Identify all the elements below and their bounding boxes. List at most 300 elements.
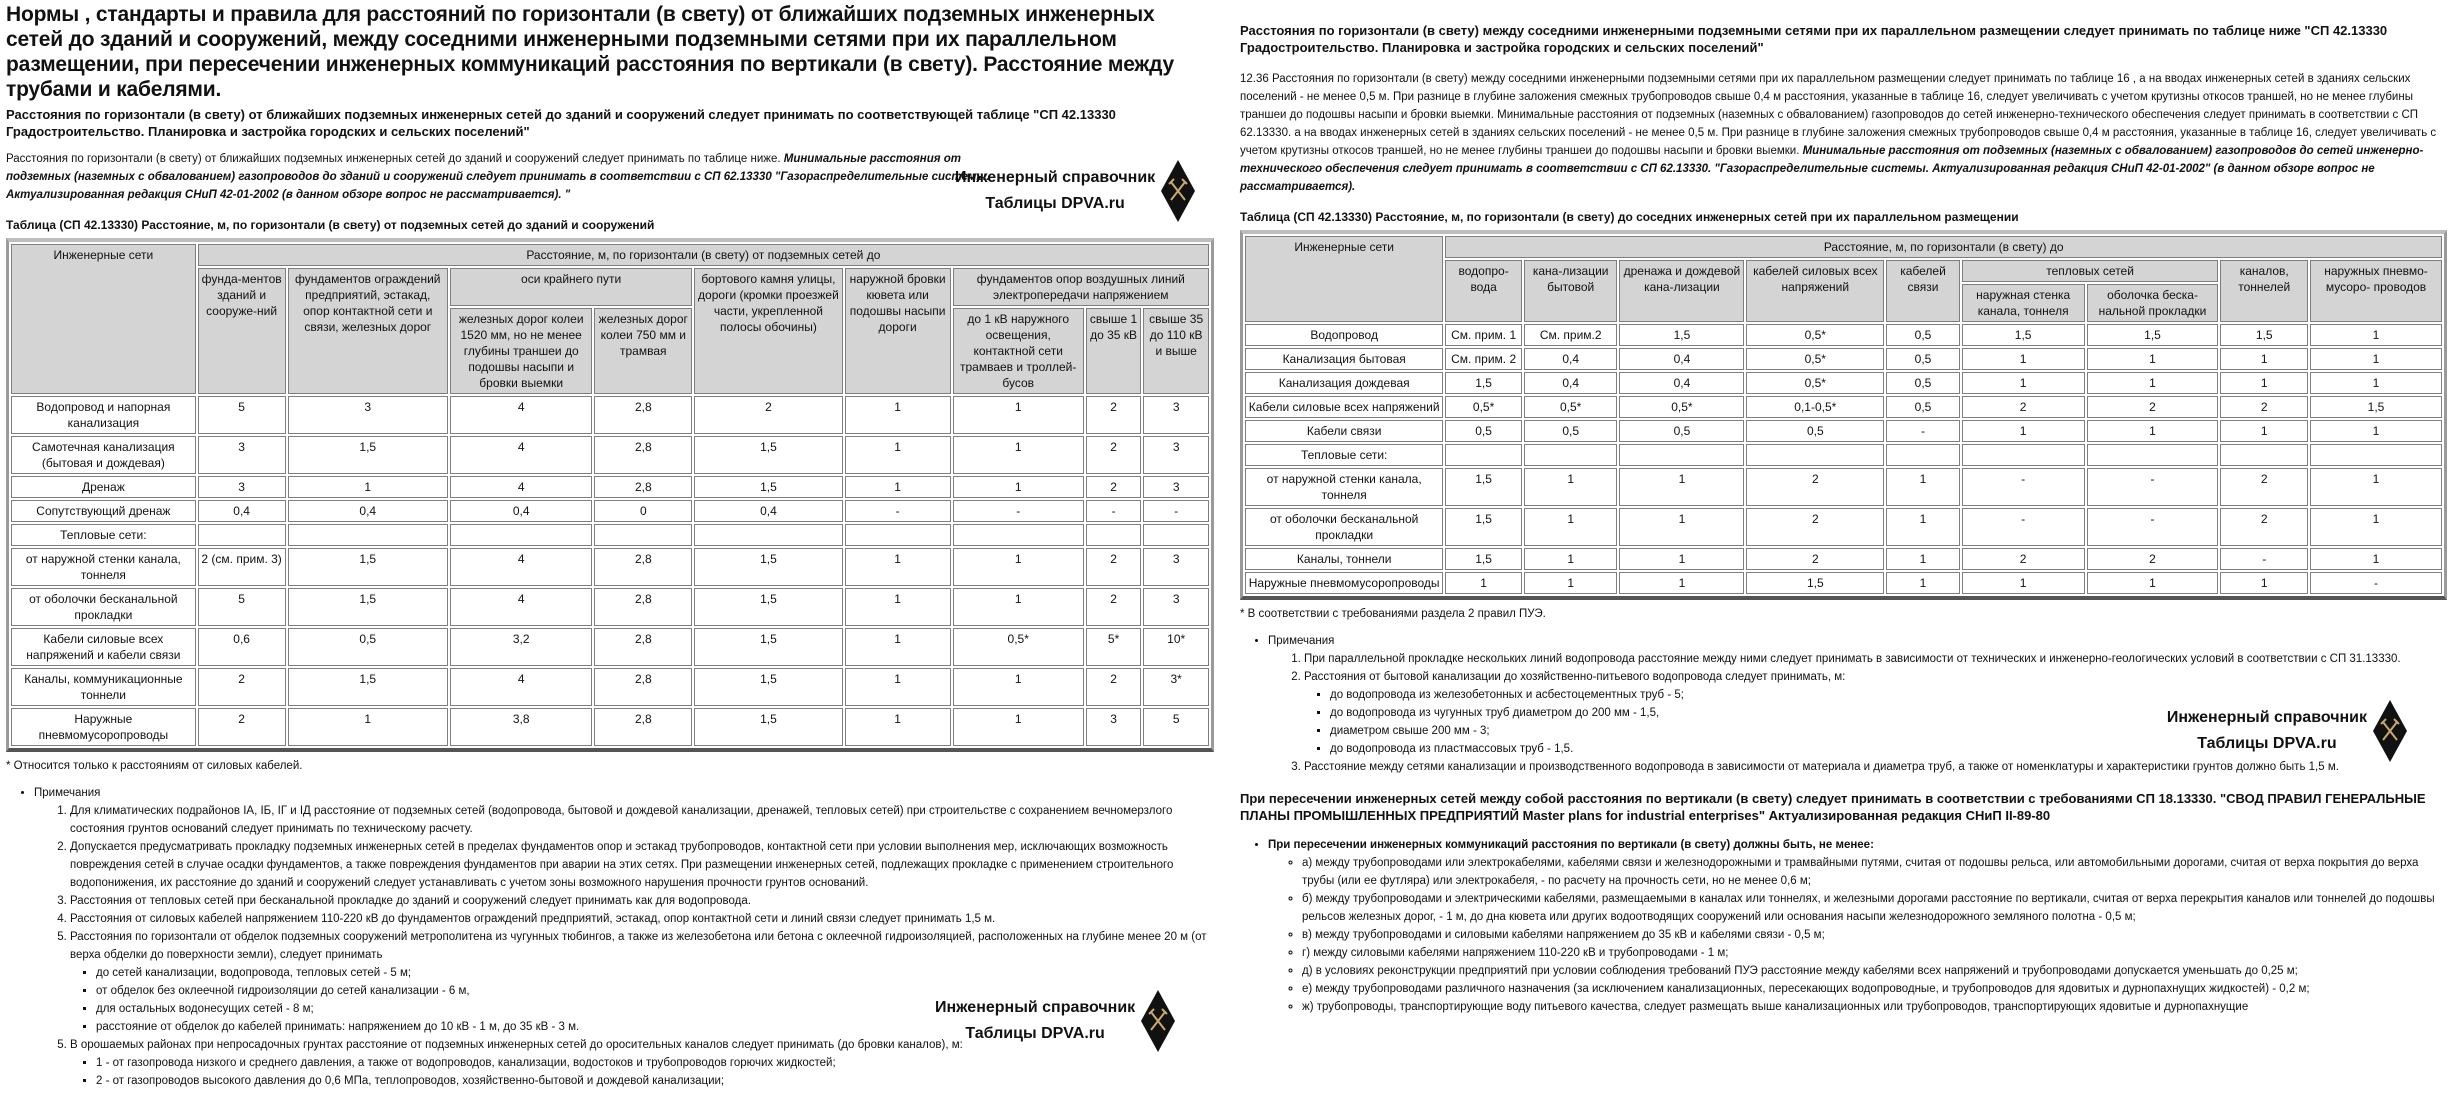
intro-italic-text: Минимальные расстояния от подземных (наземных с обвалованием) газопроводов до сетей инженерно-технического обеспечения следует принимать в соответствии с СП 62.13330. "Газораспределительные системы. Актуализированная редакция СНиП 42-01-2002" (в данном обзоре вопрос не рассматривается). bbox=[1240, 145, 2424, 193]
table-cell bbox=[1524, 444, 1618, 466]
table-cell: 2 bbox=[2220, 396, 2308, 418]
row-label: Тепловые сети: bbox=[11, 524, 196, 546]
table-cell: 1,5 bbox=[2220, 324, 2308, 346]
vertical-item: ◦ е) между трубопроводами различного назначения (за исключением канализационных, пересекающих водопроводные, и трубопроводов для ядовитых и дурнопахнущих жидкостей) - 0,2 м; bbox=[1302, 980, 2447, 998]
table-cell: См. прим. 1 bbox=[1445, 324, 1522, 346]
note-subitem: ▪ расстояние от обделок до кабелей принимать: напряжением до 10 кВ - 1 м, до 35 кВ - 3 м. bbox=[96, 1018, 1214, 1036]
table-cell: 1 bbox=[2310, 508, 2442, 546]
header-networks: Инженерные сети bbox=[11, 244, 196, 394]
table-cell: 1 bbox=[2310, 548, 2442, 570]
note-item bbox=[70, 838, 1214, 892]
table-cell: 1 bbox=[1524, 468, 1618, 506]
table-cell: 1,5 bbox=[288, 588, 448, 626]
table-cell: 1 bbox=[2220, 372, 2308, 394]
table-cell: 1,5 bbox=[694, 436, 842, 474]
table-row bbox=[1245, 444, 2442, 466]
table-cell: 2 bbox=[2220, 468, 2308, 506]
table-cell: 1,5 bbox=[694, 548, 842, 586]
logo-line1: Инженерный справочник bbox=[955, 169, 1156, 186]
table-cell: 1 bbox=[2087, 348, 2219, 370]
table-cell bbox=[450, 524, 592, 546]
note-subitem: ▪ 1 - от газопровода низкого и среднего давления, а также от водопроводов, канализации, водостоков и трубопроводов горючих жидкостей; bbox=[96, 1054, 1214, 1072]
table-cell: 1,5 bbox=[694, 668, 842, 706]
vertical-item: ◦ д) в условиях реконструкции предприятий при условии соблюдения требований ПУЭ расстояние между кабелями всех напряжений и трубопроводами допускается уменьшать до 0,25 м; bbox=[1302, 962, 2447, 980]
table-cell bbox=[1746, 444, 1884, 466]
note-text: Расстояние между сетями канализации и производственного водопровода в зависимости от материала и диаметра труб, а также от номенклатуры и характеристики грунтов должно быть 1,5 м. bbox=[1304, 761, 2339, 773]
table-cell: 2,8 bbox=[594, 548, 692, 586]
logo-line1: Инженерный справочник bbox=[2166, 709, 2367, 726]
table-cell: 4 bbox=[450, 436, 592, 474]
header-rail-1520: железных дорог колеи 1520 мм, но не менее глубины траншеи до подошвы насыпи и бровки выемки bbox=[450, 308, 592, 394]
table-cell bbox=[953, 524, 1084, 546]
table-cell: 1 bbox=[1619, 468, 1744, 506]
table-cell: 0,4 bbox=[1619, 372, 1744, 394]
table-cell bbox=[1962, 444, 2085, 466]
vertical-item: ◦ г) между силовыми кабелями напряжением 110-220 кВ и трубопроводами - 1 м; bbox=[1302, 944, 2447, 962]
header-drain: дренажа и дождевой кана-лизации bbox=[1619, 260, 1744, 322]
table-cell: 0,5* bbox=[1746, 348, 1884, 370]
note-subitem: ▪ до водопровода из чугунных труб диаметром до 200 мм - 1,5, bbox=[1330, 704, 2447, 722]
intro-paragraph bbox=[6, 150, 1006, 204]
table-cell: 3 bbox=[1143, 588, 1209, 626]
note-text: Расстояния от бытовой канализации до хозяйственно-питьевого водопровода следует принимать, м: bbox=[1304, 671, 1846, 683]
dpva-logo[interactable] bbox=[935, 990, 1175, 1052]
table-cell: 3 bbox=[1143, 436, 1209, 474]
table-cell: 1 bbox=[2310, 324, 2442, 346]
header-fences: фундаментов ограждений предприятий, эстакад, опор контактной сети и связи, железных дорог bbox=[288, 268, 448, 394]
table-cell: 1 bbox=[845, 668, 951, 706]
table-cell: 2 bbox=[1086, 588, 1142, 626]
logo-line2: Таблицы DPVA.ru bbox=[2197, 735, 2337, 752]
table-cell: 0,1-0,5* bbox=[1746, 396, 1884, 418]
table-cell: 4 bbox=[450, 668, 592, 706]
note-subitem: ▪ до водопровода из пластмассовых труб - 1,5. bbox=[1330, 740, 2447, 758]
table-cell: 2,8 bbox=[594, 476, 692, 498]
header-track-axis: оси крайнего пути bbox=[450, 268, 692, 306]
table-cell: 2 bbox=[1086, 436, 1142, 474]
table-cell: 3 bbox=[1143, 396, 1209, 434]
header-35kv: свыше 1 до 35 кВ bbox=[1086, 308, 1142, 394]
header-sewer: кана-лизации бытовой bbox=[1524, 260, 1618, 322]
table-cell: 3 bbox=[1086, 708, 1142, 746]
table-cell: 2,8 bbox=[594, 396, 692, 434]
dpva-logo[interactable] bbox=[2167, 700, 2407, 762]
table-cell: 1 bbox=[845, 628, 951, 666]
table-cell: 1 bbox=[2087, 420, 2219, 442]
table-cell: 0,5* bbox=[1524, 396, 1618, 418]
table-row bbox=[11, 708, 1209, 746]
table-caption: Таблица (СП 42.13330) Расстояние, м, по горизонтали (в свету) до соседних инженерных сетей при их параллельном размещении bbox=[1240, 210, 2019, 224]
table-cell bbox=[2220, 444, 2308, 466]
table-cell bbox=[2310, 444, 2442, 466]
table-cell: 3,8 bbox=[450, 708, 592, 746]
table-cell: 2 bbox=[1962, 396, 2085, 418]
header-curb: бортового камня улицы, дороги (кромки проезжей части, укрепленной полосы обочины) bbox=[694, 268, 842, 394]
header-foundations: фунда-ментов зданий и сооруже-ний bbox=[198, 268, 286, 394]
table-cell: 2,8 bbox=[594, 668, 692, 706]
note-item bbox=[70, 910, 1214, 928]
section-subtitle-parallel: Расстояния по горизонтали (в свету) между соседними инженерными подземными сетями при их параллельном размещении следует принимать по таблице ниже "СП 42.13330 Градостроительство. Планировка и застройка городских и сельских поселений" bbox=[1240, 23, 2388, 55]
table-cell: 1 bbox=[1524, 572, 1618, 594]
table-cell: 1 bbox=[953, 436, 1084, 474]
table-cell: 1 bbox=[953, 396, 1084, 434]
table-cell: 1 bbox=[1886, 468, 1959, 506]
table-cell: 1 bbox=[2220, 348, 2308, 370]
note-item bbox=[70, 892, 1214, 910]
table-cell: - bbox=[845, 500, 951, 522]
vertical-section-heading: При пересечении инженерных сетей между собой расстояния по вертикали (в свету) следует принимать в соответствии с требованиями СП 18.13330. "СВОД ПРАВИЛ ГЕНЕРАЛЬНЫЕ ПЛАНЫ ПРОМЫШЛЕННЫХ ПРЕДПРИЯТИЙ Master plans for industrial enterprises" Актуализированная редакция СНиП II-89-80 bbox=[1240, 791, 2426, 823]
table-cell: 4 bbox=[450, 588, 592, 626]
table-cell: - bbox=[1086, 500, 1142, 522]
table-cell: 1 bbox=[1886, 548, 1959, 570]
header-power-poles: фундаментов опор воздушных линий электропередачи напряжением bbox=[953, 268, 1209, 306]
table-cell: 1 bbox=[1619, 572, 1744, 594]
table-cell: 2 bbox=[1086, 476, 1142, 498]
table-cell: 1 bbox=[2087, 372, 2219, 394]
table-cell: 1 bbox=[845, 436, 951, 474]
table-cell: 1 bbox=[953, 548, 1084, 586]
table-cell: 5 bbox=[1143, 708, 1209, 746]
parallel-networks-table bbox=[1240, 230, 2447, 600]
table-cell: 2 bbox=[1962, 548, 2085, 570]
notes-title: Примечания bbox=[1268, 635, 1335, 647]
table-cell: 0,5 bbox=[1746, 420, 1884, 442]
table-cell: 1,5 bbox=[694, 628, 842, 666]
table-cell: 2 bbox=[694, 396, 842, 434]
vertical-item: ◦ а) между трубопроводами или электрокабелями, кабелями связи и железнодорожными и трамвайными путями, считая от подошвы рельса, или автомобильными дорогами, считая от верха покрытия до верха трубы (или ее футляра) или электрокабеля, - по расчету на прочность сети, но не менее 0,6 м; bbox=[1302, 854, 2447, 890]
table-cell: 1,5 bbox=[694, 708, 842, 746]
table-cell: 2 bbox=[1086, 668, 1142, 706]
table-cell: 0,5* bbox=[1445, 396, 1522, 418]
table-cell: 3 bbox=[1143, 548, 1209, 586]
table-cell bbox=[845, 524, 951, 546]
table-cell: 1 bbox=[2310, 372, 2442, 394]
table-cell: 1 bbox=[1962, 420, 2085, 442]
note-subitem: ▪ от обделок без оклеечной гидроизоляции до сетей канализации - 6 м, bbox=[96, 982, 1214, 1000]
header-heat-shell: оболочка беска-нальной прокладки bbox=[2087, 284, 2219, 322]
table-cell: 5 bbox=[198, 588, 286, 626]
note-subitem: ▪ диаметром свыше 200 мм - 3; bbox=[1330, 722, 2447, 740]
hammers-diamond-icon bbox=[1141, 990, 1175, 1052]
table-cell: 0,5 bbox=[1886, 396, 1959, 418]
table-cell: 1,5 bbox=[1445, 508, 1522, 546]
table-cell: 2 bbox=[1746, 508, 1884, 546]
table-cell: 1 bbox=[1962, 372, 2085, 394]
row-label: Наружные пневмомусоропроводы bbox=[11, 708, 196, 746]
header-heat: тепловых сетей bbox=[1962, 260, 2219, 282]
table-cell: 1,5 bbox=[2310, 396, 2442, 418]
dpva-logo[interactable] bbox=[955, 160, 1195, 222]
table-cell: 1,5 bbox=[1445, 468, 1522, 506]
table-row bbox=[1245, 348, 2442, 370]
table-cell: 1 bbox=[1962, 572, 2085, 594]
row-label: Кабели силовые всех напряжений bbox=[1245, 396, 1443, 418]
table-row bbox=[1245, 396, 2442, 418]
table-cell: 1,5 bbox=[288, 548, 448, 586]
table-cell: 1 bbox=[845, 476, 951, 498]
vertical-item: ◦ ж) трубопроводы, транспортирующие воду питьевого качества, следует размещать выше канализационных или трубопроводов, транспортирующих ядовитые и дурнопахнущие bbox=[1302, 998, 2447, 1016]
table-cell: 3* bbox=[1143, 668, 1209, 706]
table-cell: - bbox=[1962, 508, 2085, 546]
vertical-item: ◦ в) между трубопроводами и силовыми кабелями напряжением до 35 кВ и кабелями связи - 0,5 м; bbox=[1302, 926, 2447, 944]
table-row bbox=[11, 668, 1209, 706]
note-text: Расстояния по горизонтали от обделок подземных сооружений метрополитена из чугунных тюбингов, а также из железобетона или бетона с оклеечной гидроизоляцией, расположенных на глубине менее 20 м (от верха обделки до поверхности земли), следует принимать bbox=[70, 931, 1207, 961]
table-cell: 0,4 bbox=[1619, 348, 1744, 370]
note-text: Расстояния от силовых кабелей напряжением 110-220 кВ до фундаментов ограждений предприятий, эстакад, опор контактной сети и линий связи следует принимать 1,5 м. bbox=[70, 913, 996, 925]
header-water: водопро-вода bbox=[1445, 260, 1522, 322]
notes-section bbox=[1240, 632, 2447, 776]
header-distance-group: Расстояние, м, по горизонтали (в свету) от подземных сетей до bbox=[198, 244, 1209, 266]
table-cell: 2 bbox=[2220, 508, 2308, 546]
table-cell: - bbox=[1886, 420, 1959, 442]
logo-line1: Инженерный справочник bbox=[935, 999, 1136, 1016]
table-cell: 1 bbox=[1445, 572, 1522, 594]
table-row bbox=[11, 436, 1209, 474]
table-row bbox=[11, 524, 1209, 546]
table-cell: 0,5 bbox=[1886, 372, 1959, 394]
table-cell: 1,5 bbox=[1746, 572, 1884, 594]
table-cell: 2 bbox=[198, 668, 286, 706]
table-cell: 0,5 bbox=[288, 628, 448, 666]
note-text: В орошаемых районах при непросадочных грунтах расстояние от подземных инженерных сетей до оросительных каналов следует принимать (до бровки каналов), м: bbox=[70, 1039, 963, 1051]
table-cell: 5 bbox=[198, 396, 286, 434]
table-row bbox=[11, 588, 1209, 626]
table-cell: 2 bbox=[1746, 468, 1884, 506]
table-cell: 4 bbox=[450, 396, 592, 434]
table-cell: 0,4 bbox=[288, 500, 448, 522]
logo-line2: Таблицы DPVA.ru bbox=[965, 1025, 1105, 1042]
header-110kv: свыше 35 до 110 кВ и выше bbox=[1143, 308, 1209, 394]
hammers-diamond-icon bbox=[2373, 700, 2407, 762]
table-cell: 0,5 bbox=[1445, 420, 1522, 442]
row-label: Каналы, коммуникационные тоннели bbox=[11, 668, 196, 706]
table-cell: 1,5 bbox=[1619, 324, 1744, 346]
table-cell bbox=[288, 524, 448, 546]
vertical-items bbox=[1268, 854, 2447, 1016]
row-label: Канализация бытовая bbox=[1245, 348, 1443, 370]
header-channels: каналов, тоннелей bbox=[2220, 260, 2308, 322]
note-text: Для климатических подрайонов IA, IБ, IГ и IД расстояние от подземных сетей (водопровода, бытовой и дождевой канализации, дренажей, тепловых сетей) при строительстве с сохранением вечномерзлого состояния грунтов оснований следует принимать по техническому расчету. bbox=[70, 805, 1173, 835]
table-cell bbox=[198, 524, 286, 546]
table-cell: 1 bbox=[2310, 468, 2442, 506]
section-subtitle: Расстояния по горизонтали (в свету) от ближайших подземных инженерных сетей до зданий и сооружений следует принимать по соответствующей таблице "СП 42.13330 Градостроительство. Планировка и застройка городских и сельских поселений" bbox=[6, 107, 1116, 139]
table-cell bbox=[1143, 524, 1209, 546]
table-cell bbox=[1619, 444, 1744, 466]
table-cell: 0,5* bbox=[1619, 396, 1744, 418]
table-cell: - bbox=[2220, 548, 2308, 570]
table-cell: 1,5 bbox=[2087, 324, 2219, 346]
table-cell: 2,8 bbox=[594, 708, 692, 746]
table-cell bbox=[594, 524, 692, 546]
row-label: Канализация дождевая bbox=[1245, 372, 1443, 394]
row-label: Самотечная канализация (бытовая и дождевая) bbox=[11, 436, 196, 474]
header-pneumo: наружных пневмо-мусоро- проводов bbox=[2310, 260, 2442, 322]
table-cell bbox=[1086, 524, 1142, 546]
table-cell: 0,5* bbox=[953, 628, 1084, 666]
table-row bbox=[1245, 508, 2442, 546]
table-cell: 10* bbox=[1143, 628, 1209, 666]
table-cell: 1 bbox=[1619, 508, 1744, 546]
header-heat-wall: наружная стенка канала, тоннеля bbox=[1962, 284, 2085, 322]
table-cell: 1 bbox=[1886, 508, 1959, 546]
table-cell: 4 bbox=[450, 548, 592, 586]
table-cell: 1,5 bbox=[288, 436, 448, 474]
table-cell: 0,4 bbox=[1524, 372, 1618, 394]
table-cell: 4 bbox=[450, 476, 592, 498]
buildings-distance-table bbox=[6, 238, 1214, 752]
header-rail-750: железных дорог колеи 750 мм и трамвая bbox=[594, 308, 692, 394]
right-column bbox=[1240, 0, 2447, 1016]
row-label: Кабели связи bbox=[1245, 420, 1443, 442]
table-cell: 2,8 bbox=[594, 628, 692, 666]
table-row bbox=[11, 500, 1209, 522]
table-cell: 1 bbox=[2310, 348, 2442, 370]
notes-title: Примечания bbox=[34, 787, 101, 799]
intro-text: 12.36 Расстояния по горизонтали (в свету) между соседними инженерными подземными сетями при их параллельном размещении следует принимать по таблице 16 , а на вводах инженерных сетей в зданиях сельских поселений - не менее 0,5 м. При разнице в глубине заложения смежных трубопроводов свыше 0,4 м расстояния, указанные в таблице 16, следует увеличивать с учетом крутизны откосов траншей, но не менее глубины траншеи до подошвы насыпи и бровки выемки. Минимальные расстояния от подземных (наземных с обвалованием) газопроводов до сетей инженерно-технического обеспечения следует принимать в соответствии с СП 62.13330. а на вводах инженерных сетей в зданиях сельских поселений - не менее 0,5 м. При разнице в глубине заложения смежных трубопроводов свыше 0,4 м расстояния, указанные в таблице 16, следует увеличивать с учетом крутизны откосов траншей, но не менее глубины траншеи до подошвы насыпи и бровки выемки. bbox=[1240, 73, 2437, 157]
table-cell: 0,5* bbox=[1746, 372, 1884, 394]
table-footnote: * В соответствии с требованиями раздела 2 правил ПУЭ. bbox=[1240, 608, 1546, 620]
table-cell: 1 bbox=[288, 476, 448, 498]
table-cell bbox=[1886, 444, 1959, 466]
table-cell: 1,5 bbox=[694, 588, 842, 626]
page-title: Нормы , стандарты и правила для расстояний по горизонтали (в свету) от ближайших подземных инженерных сетей до зданий и сооружений, между соседними инженерными подземными сетями при их параллельном размещении, при пересечении инженерных коммуникаций расстояния по вертикали (в свету). Расстояние между трубами и кабелями. bbox=[6, 3, 1174, 101]
table-row bbox=[11, 628, 1209, 666]
note-text: При параллельной прокладке нескольких линий водопровода расстояние между ними следует принимать в зависимости от технических и инженерно-геологических условий в соответствии с СП 31.13330. bbox=[1304, 653, 2401, 665]
table-cell: 3 bbox=[198, 436, 286, 474]
table-footnote: * Относится только к расстояниям от силовых кабелей. bbox=[6, 760, 303, 772]
table-cell: 0 bbox=[594, 500, 692, 522]
row-label: от наружной стенки канала, тоннеля bbox=[11, 548, 196, 586]
header-1kv: до 1 кВ наружного освещения, контактной сети трамваев и троллей- бусов bbox=[953, 308, 1084, 394]
table-cell: - bbox=[953, 500, 1084, 522]
table-cell: 1 bbox=[2087, 572, 2219, 594]
table-cell: 1,5 bbox=[1445, 548, 1522, 570]
table-cell: 0,4 bbox=[694, 500, 842, 522]
note-text: Допускается предусматривать прокладку подземных инженерных сетей в пределах фундаментов опор и эстакад трубопроводов, контактной сети при условии выполнения мер, исключающих возможность повреждения сетей в случае осадки фундаментов, а также повреждения фундаментов при аварии на этих сетях. При размещении инженерных сетей, подлежащих прокладке с применением строительного водопонижения, их расстояние до зданий и сооружений следует устанавливать с учетом зоны возможного нарушения прочности грунтов оснований. bbox=[70, 841, 1174, 889]
table-cell bbox=[1445, 444, 1522, 466]
note-subitem: ▪ для остальных водонесущих сетей - 8 м; bbox=[96, 1000, 1214, 1018]
table-cell: 2 bbox=[1086, 396, 1142, 434]
table-cell: - bbox=[2087, 468, 2219, 506]
table-cell: 1 bbox=[2310, 420, 2442, 442]
table-cell: - bbox=[1962, 468, 2085, 506]
note-item bbox=[70, 802, 1214, 838]
table-cell bbox=[2087, 444, 2219, 466]
row-label: от наружной стенки канала, тоннеля bbox=[1245, 468, 1443, 506]
table-cell: 1 bbox=[2220, 572, 2308, 594]
intro-italic-text: Минимальные расстояния от подземных (наземных с обвалованием) газопроводов до зданий и сооружений следует принимать в соответствии с СП 62.13330 "Газораспределительные системы. Актуализированная редакция СНиП 42-01-2002 (в данном обзоре вопрос не рассматривается). " bbox=[6, 153, 990, 201]
table-cell: 0,5 bbox=[1886, 324, 1959, 346]
row-label: Тепловые сети: bbox=[1245, 444, 1443, 466]
note-subitem: ▪ 2 - от газопроводов высокого давления до 0,6 МПа, теплопроводов, хозяйственно-бытовой и дождевой канализации; bbox=[96, 1072, 1214, 1090]
header-power-cables: кабелей силовых всех напряжений bbox=[1746, 260, 1884, 322]
table-cell: 5* bbox=[1086, 628, 1142, 666]
row-label: Кабели силовые всех напряжений и кабели связи bbox=[11, 628, 196, 666]
table-cell bbox=[694, 524, 842, 546]
row-label: Каналы, тоннели bbox=[1245, 548, 1443, 570]
note-item bbox=[1304, 650, 2447, 668]
table-cell: 1 bbox=[845, 396, 951, 434]
table-cell: 0,6 bbox=[198, 628, 286, 666]
table-cell: 1 bbox=[953, 708, 1084, 746]
table-row bbox=[11, 476, 1209, 498]
table-cell: 1 bbox=[2220, 420, 2308, 442]
table-cell: 1 bbox=[1619, 548, 1744, 570]
row-label: Дренаж bbox=[11, 476, 196, 498]
table-cell: 1 bbox=[1524, 548, 1618, 570]
table-caption: Таблица (СП 42.13330) Расстояние, м, по горизонтали (в свету) от подземных сетей до зданий и сооружений bbox=[6, 218, 655, 232]
table-cell: 2 bbox=[1086, 548, 1142, 586]
table-row bbox=[1245, 548, 2442, 570]
intro-text: Расстояния по горизонтали (в свету) от ближайших подземных инженерных сетей до зданий и сооружений следует принимать по таблице ниже. bbox=[6, 153, 784, 165]
intro-paragraph-parallel bbox=[1240, 70, 2447, 196]
header-comm-cables: кабелей связи bbox=[1886, 260, 1959, 322]
hammers-diamond-icon bbox=[1161, 160, 1195, 222]
table-row bbox=[1245, 572, 2442, 594]
note-text: Расстояния от тепловых сетей при бесканальной прокладке до зданий и сооружений следует принимать как для водопровода. bbox=[70, 895, 751, 907]
table-row bbox=[1245, 324, 2442, 346]
row-label: Сопутствующий дренаж bbox=[11, 500, 196, 522]
table-row bbox=[1245, 420, 2442, 442]
vertical-list bbox=[1240, 836, 2447, 1016]
row-label: Водопровод и напорная канализация bbox=[11, 396, 196, 434]
table-cell: 1,5 bbox=[288, 668, 448, 706]
table-row bbox=[11, 548, 1209, 586]
logo-line2: Таблицы DPVA.ru bbox=[985, 195, 1125, 212]
table-row bbox=[1245, 468, 2442, 506]
table-cell: 2 bbox=[2087, 548, 2219, 570]
table-cell: 3 bbox=[198, 476, 286, 498]
table-cell: 3 bbox=[288, 396, 448, 434]
table-cell: 1 bbox=[845, 708, 951, 746]
table-cell: 0,4 bbox=[198, 500, 286, 522]
table-cell: См. прим. 2 bbox=[1445, 348, 1522, 370]
table-cell: 0,4 bbox=[1524, 348, 1618, 370]
note-subitem: ▪ до сетей канализации, водопровода, тепловых сетей - 5 м; bbox=[96, 964, 1214, 982]
header-ditch: наружной бровки кювета или подошвы насыпи дороги bbox=[845, 268, 951, 394]
table-cell: 1,5 bbox=[1445, 372, 1522, 394]
table-cell: 0,5 bbox=[1886, 348, 1959, 370]
table-cell: 1 bbox=[288, 708, 448, 746]
table-cell: 1 bbox=[1524, 508, 1618, 546]
table-cell: 2 bbox=[2087, 396, 2219, 418]
table-cell: 2 bbox=[1746, 548, 1884, 570]
table-cell: 1,5 bbox=[1962, 324, 2085, 346]
table-cell: - bbox=[2087, 508, 2219, 546]
table-cell: 0,5 bbox=[1524, 420, 1618, 442]
table-cell: 1 bbox=[953, 476, 1084, 498]
header-networks: Инженерные сети bbox=[1245, 236, 1443, 322]
table-cell: 1 bbox=[1886, 572, 1959, 594]
table-cell: 2,8 bbox=[594, 588, 692, 626]
table-row bbox=[11, 396, 1209, 434]
table-cell: 1 bbox=[845, 588, 951, 626]
table-cell: 1 bbox=[845, 548, 951, 586]
table-cell: 1 bbox=[953, 588, 1084, 626]
row-label: Наружные пневмомусоропроводы bbox=[1245, 572, 1443, 594]
header-distance-group: Расстояние, м, по горизонтали (в свету) до bbox=[1445, 236, 2442, 258]
note-subitem: ▪ до водопровода из железобетонных и асбестоцементных труб - 5; bbox=[1330, 686, 2447, 704]
table-cell: 2 bbox=[198, 708, 286, 746]
table-cell: 0,5 bbox=[1619, 420, 1744, 442]
table-cell: 1,5 bbox=[694, 476, 842, 498]
row-label: от оболочки бесканальной прокладки bbox=[11, 588, 196, 626]
row-label: от оболочки бесканальной прокладки bbox=[1245, 508, 1443, 546]
table-cell: 0,5* bbox=[1746, 324, 1884, 346]
table-cell: 2 (см. прим. 3) bbox=[198, 548, 286, 586]
table-cell: 1 bbox=[953, 668, 1084, 706]
table-cell: 1 bbox=[1962, 348, 2085, 370]
